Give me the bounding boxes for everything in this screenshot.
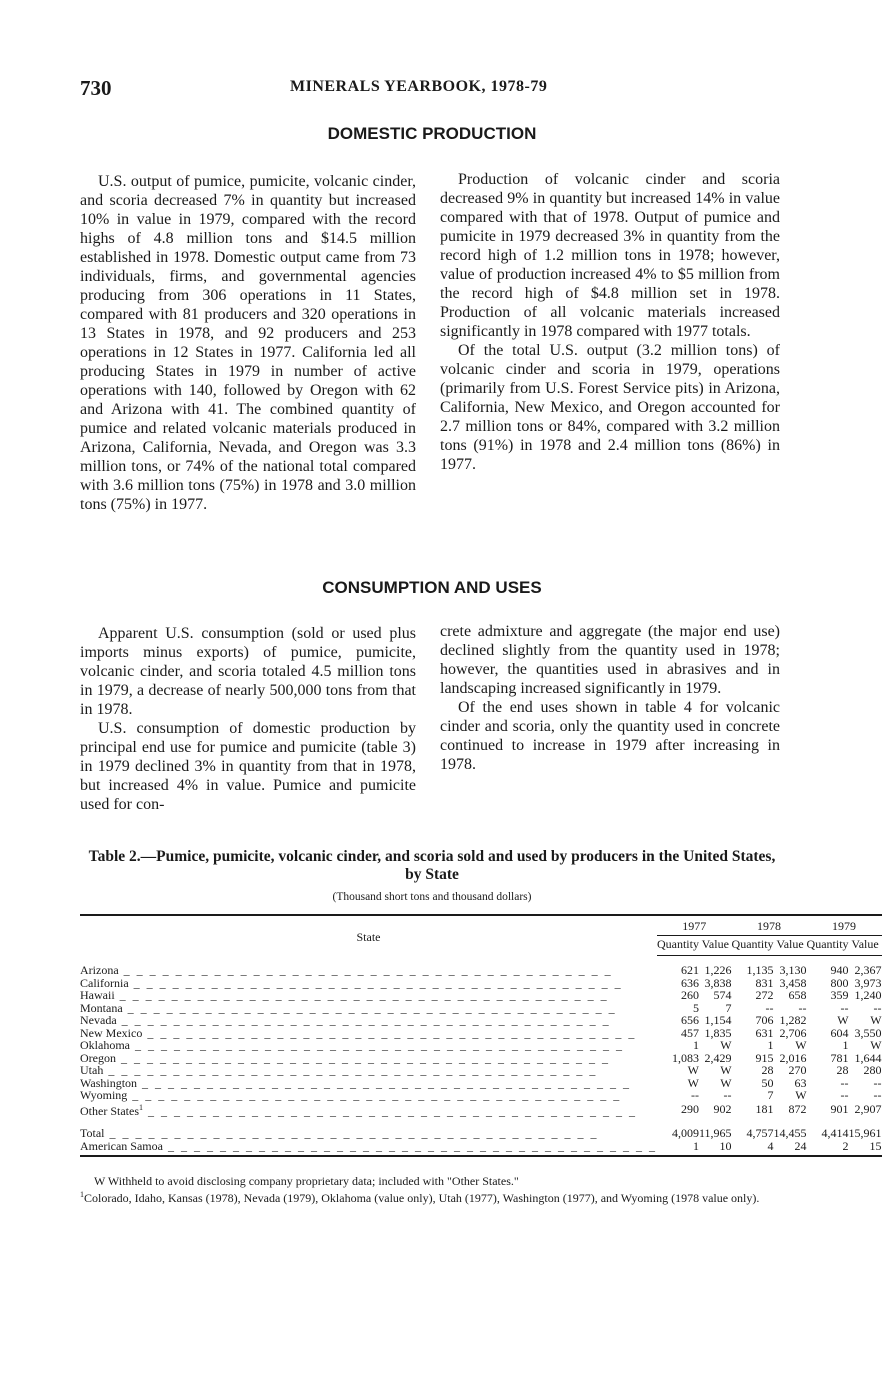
quantity-cell: 50 [761, 1075, 774, 1090]
footnote-1: $^1$Colorado, Idaho, Kansas (1978), Nevada (1979), Oklahoma (value only), Utah (1977), Washington (1977), and Wyoming (1978 value only). [80, 1190, 760, 1205]
footnote-w: W Withheld to avoid disclosing company proprietary data; included with "Other States." [94, 1174, 519, 1188]
state-cell: Wyoming _ _ _ _ _ _ _ _ _ _ _ _ _ _ _ _ _ _ _ _ _ _ _ _ _ _ _ _ _ _ _ _ _ _ _ _ _ _ [80, 1088, 622, 1102]
state-cell: Utah _ _ _ _ _ _ _ _ _ _ _ _ _ _ _ _ _ _ _ _ _ _ _ _ _ _ _ _ _ _ _ _ _ _ _ _ _ _ [80, 1063, 598, 1077]
quantity-cell: 1 [692, 1038, 699, 1052]
value-cell: 3,973 [854, 975, 882, 990]
quantity-cell: 621 [680, 963, 699, 977]
value-cell: 15,961 [848, 1126, 882, 1140]
table-units: (Thousand short tons and thousand dollars) [332, 891, 532, 903]
value-cell: 902 [713, 1102, 732, 1116]
value-cell: W [870, 1038, 882, 1052]
value-header: Value [849, 935, 882, 956]
state-cell: Oregon _ _ _ _ _ _ _ _ _ _ _ _ _ _ _ _ _ _ _ _ _ _ _ _ _ _ _ _ _ _ _ _ _ _ _ _ _ _ [80, 1050, 610, 1065]
value-cell: 1,282 [779, 1013, 807, 1027]
value-cell: 270 [788, 1063, 807, 1077]
value-cell: 1,835 [704, 1025, 732, 1040]
quantity-cell: 901 [830, 1102, 849, 1116]
state-cell: Nevada _ _ _ _ _ _ _ _ _ _ _ _ _ _ _ _ _ _ _ _ _ _ _ _ _ _ _ _ _ _ _ _ _ _ _ _ _ _ [80, 1013, 611, 1027]
quantity-cell: 1 [842, 1038, 849, 1052]
quantity-cell: -- [840, 1075, 849, 1090]
quantity-cell: 2 [807, 1140, 849, 1157]
value-cell: 2,429 [704, 1050, 732, 1065]
quantity-cell: 706 [755, 1013, 774, 1027]
quantity-cell: 4,757 [746, 1126, 774, 1140]
value-header: Value [699, 935, 732, 956]
quantity-cell: -- [840, 1088, 849, 1102]
value-cell: 3,458 [779, 975, 807, 990]
state-cell: New Mexico _ _ _ _ _ _ _ _ _ _ _ _ _ _ _ _ _ _ _ _ _ _ _ _ _ _ _ _ _ _ _ _ _ _ _ _ _ _ [80, 1025, 637, 1040]
quantity-cell: 457 [680, 1025, 699, 1040]
value-header: Value [774, 935, 807, 956]
paragraph: Production of volcanic cinder and scoria decreased 9% in quantity but increased 14% in value compared with that of 1978. Output of pumice and pumicite in 1979 decreased 3% in quantity from the record high of 1.2 million tons in 1978; however, value of production increased 4% to $5 million from the record high of $4.8 million set in 1978. Production of all volcanic materials increased significantly in 1978 compared with 1977 totals. [440, 171, 780, 340]
value-cell: W [795, 1038, 807, 1052]
domestic-left-column [80, 172, 416, 514]
value-cell: 3,550 [854, 1025, 882, 1040]
value-cell: W [795, 1088, 807, 1102]
value-cell: 2,016 [779, 1050, 807, 1065]
quantity-cell: 915 [755, 1050, 774, 1065]
table-title: Table 2.—Pumice, pumicite, volcanic cinder, and scoria sold and used by producers in the United States, by State [88, 848, 776, 883]
year-header: 1978 [732, 915, 807, 935]
value-cell: 1,644 [854, 1050, 882, 1065]
value-cell: 15 [849, 1140, 882, 1157]
value-cell: 14,455 [773, 1126, 807, 1140]
paragraph: Of the total U.S. output (3.2 million tons) of volcanic cinder and scoria in 1979, operations (primarily from U.S. Forest Service pits) in Arizona, California, New Mexico, and Oregon accounted for 2.7 million tons or 84%, compared with 3.2 million tons (91%) in 1978 and 2.4 million tons (86%) in 1977. [440, 342, 780, 473]
value-cell: 1,226 [704, 963, 732, 977]
value-cell: 872 [788, 1102, 807, 1116]
state-cell: Montana _ _ _ _ _ _ _ _ _ _ _ _ _ _ _ _ _ _ _ _ _ _ _ _ _ _ _ _ _ _ _ _ _ _ _ _ _ _ [80, 1000, 617, 1015]
quantity-cell: 28 [836, 1063, 849, 1077]
state-cell: Arizona _ _ _ _ _ _ _ _ _ _ _ _ _ _ _ _ _ _ _ _ _ _ _ _ _ _ _ _ _ _ _ _ _ _ _ _ _ _ [80, 962, 613, 977]
table-row [80, 1117, 882, 1140]
quantity-cell: 1,135 [746, 963, 774, 977]
value-cell: 1,154 [704, 1013, 732, 1027]
state-cell: Hawaii _ _ _ _ _ _ _ _ _ _ _ _ _ _ _ _ _ _ _ _ _ _ _ _ _ _ _ _ _ _ _ _ _ _ _ _ _ _ [80, 988, 609, 1002]
value-cell: 658 [788, 988, 807, 1002]
quantity-cell: 1,083 [671, 1050, 699, 1065]
quantity-cell: 5 [692, 1000, 699, 1015]
quantity-header: Quantity [657, 935, 699, 956]
value-cell: 280 [863, 1063, 882, 1077]
value-cell: -- [873, 1000, 882, 1015]
value-cell: 2,907 [854, 1102, 882, 1116]
quantity-cell: 940 [830, 963, 849, 977]
table-row [80, 956, 882, 977]
quantity-cell: 28 [761, 1063, 774, 1077]
consumption-right-column [440, 622, 780, 774]
value-cell: 24 [774, 1140, 807, 1157]
quantity-cell: 272 [755, 988, 774, 1002]
quantity-cell: W [837, 1013, 849, 1027]
value-cell: 3,838 [704, 975, 732, 990]
value-cell: 10 [699, 1140, 732, 1157]
value-cell: -- [873, 1075, 882, 1090]
quantity-cell: 1 [657, 1140, 699, 1157]
value-cell: 11,965 [698, 1126, 732, 1140]
paragraph: U.S. output of pumice, pumicite, volcanic cinder, and scoria decreased 7% in quantity but increased 10% in value in 1979, compared with the record highs of 4.8 million tons and $14.5 million established in 1978. Domestic output came from 73 individuals, firms, and governmental agencies producing from 306 operations in 11 States, compared with 81 producers and 320 operations in 13 States in 1978, and 92 producers and 253 operations in 12 States in 1977. California led all producing States in 1979 in number of active operations with 140, followed by Oregon with 62 and Arizona with 41. The combined quantity of pumice and related volcanic materials produced in Arizona, California, Nevada, and Oregon was 3.3 million tons, or 74% of the national total compared with 3.6 million tons (75%) in 1978 and 3.0 million tons (75%) in 1977. [80, 173, 416, 513]
value-cell: W [720, 1075, 732, 1090]
year-header: 1979 [807, 915, 882, 935]
quantity-header: Quantity [807, 935, 849, 956]
value-cell: W [720, 1063, 732, 1077]
table-row [80, 1102, 882, 1118]
paragraph: Of the end uses shown in table 4 for volcanic cinder and scoria, only the quantity used in concrete continued to increase in 1979 after increasing in 1978. [440, 699, 780, 773]
consumption-heading: CONSUMPTION AND USES [322, 578, 542, 597]
quantity-cell: 290 [680, 1102, 699, 1116]
quantity-cell: 4,009 [671, 1126, 699, 1140]
value-cell: 63 [794, 1075, 807, 1090]
quantity-cell: 800 [830, 975, 849, 990]
value-cell: 3,130 [779, 963, 807, 977]
value-cell: -- [723, 1088, 732, 1102]
quantity-cell: 604 [830, 1025, 849, 1040]
paragraph: U.S. consumption of domestic production by principal end use for pumice and pumicite (table 3) in 1979 declined 3% in quantity from that in 1978, but increased 4% in value. Pumice and pumicite used for con- [80, 720, 416, 813]
quantity-cell: 4 [732, 1140, 774, 1157]
state-cell: Washington _ _ _ _ _ _ _ _ _ _ _ _ _ _ _ _ _ _ _ _ _ _ _ _ _ _ _ _ _ _ _ _ _ _ _ _ _ _ [80, 1075, 632, 1090]
quantity-cell: 636 [680, 975, 699, 990]
quantity-cell: 181 [755, 1102, 774, 1116]
quantity-cell: 260 [680, 988, 699, 1002]
value-cell: W [720, 1038, 732, 1052]
table-footnotes [80, 1174, 784, 1205]
quantity-cell: 1 [767, 1038, 774, 1052]
state-column-header: State [80, 915, 657, 956]
state-production-table [80, 914, 882, 1157]
page-number: 730 [80, 76, 112, 100]
value-cell: 2,367 [854, 963, 882, 977]
quantity-cell: 7 [767, 1088, 774, 1102]
quantity-cell: 359 [830, 988, 849, 1002]
quantity-cell: 656 [680, 1013, 699, 1027]
value-cell: W [870, 1013, 882, 1027]
domestic-right-column [440, 170, 780, 474]
state-cell: Oklahoma _ _ _ _ _ _ _ _ _ _ _ _ _ _ _ _ _ _ _ _ _ _ _ _ _ _ _ _ _ _ _ _ _ _ _ _ _ _ [80, 1038, 624, 1052]
quantity-cell: 831 [755, 975, 774, 990]
quantity-cell: W [687, 1063, 699, 1077]
paragraph: Apparent U.S. consumption (sold or used plus imports minus exports) of pumice, pumicite, volcanic cinder, and scoria totaled 4.5 million tons in 1979, a decrease of nearly 500,000 tons from that in 1978. [80, 625, 416, 718]
value-cell: -- [873, 1088, 882, 1102]
quantity-header: Quantity [732, 935, 774, 956]
quantity-cell: -- [765, 1000, 774, 1015]
year-header: 1977 [657, 915, 732, 935]
quantity-cell: 781 [830, 1050, 849, 1065]
value-cell: -- [798, 1000, 807, 1015]
quantity-cell: W [687, 1075, 699, 1090]
quantity-cell: -- [840, 1000, 849, 1015]
quantity-cell: 631 [755, 1025, 774, 1040]
quantity-cell: -- [690, 1088, 699, 1102]
value-cell: 574 [713, 988, 732, 1002]
consumption-left-column [80, 624, 416, 814]
table-row [80, 1089, 882, 1102]
table-row [80, 1140, 882, 1157]
domestic-production-heading: DOMESTIC PRODUCTION [327, 124, 537, 143]
running-title: MINERALS YEARBOOK, 1978-79 [290, 78, 548, 95]
quantity-cell: 4,414 [821, 1126, 849, 1140]
value-cell: 2,706 [779, 1025, 807, 1040]
paragraph-continuation: crete admixture and aggregate (the major end use) declined slightly from the quantity used in 1978; however, the quantities used in abrasives and in landscaping increased significantly in 1979. [440, 623, 780, 697]
state-cell: Other States$^1$ _ _ _ _ _ _ _ _ _ _ _ _ _ _ _ _ _ _ _ _ _ _ _ _ _ _ _ _ _ _ _ _ _ _ _ _ _ _ [80, 1102, 637, 1118]
value-cell: 1,240 [854, 988, 882, 1002]
state-cell: Total _ _ _ _ _ _ _ _ _ _ _ _ _ _ _ _ _ _ _ _ _ _ _ _ _ _ _ _ _ _ _ _ _ _ _ _ _ _ [80, 1126, 599, 1140]
state-cell: California _ _ _ _ _ _ _ _ _ _ _ _ _ _ _ _ _ _ _ _ _ _ _ _ _ _ _ _ _ _ _ _ _ _ _ _ _ _ [80, 975, 623, 990]
value-cell: 7 [725, 1000, 732, 1015]
state-cell: American Samoa _ _ _ _ _ _ _ _ _ _ _ _ _ _ _ _ _ _ _ _ _ _ _ _ _ _ _ _ _ _ _ _ _ _ _ _ _ _ [80, 1140, 657, 1157]
